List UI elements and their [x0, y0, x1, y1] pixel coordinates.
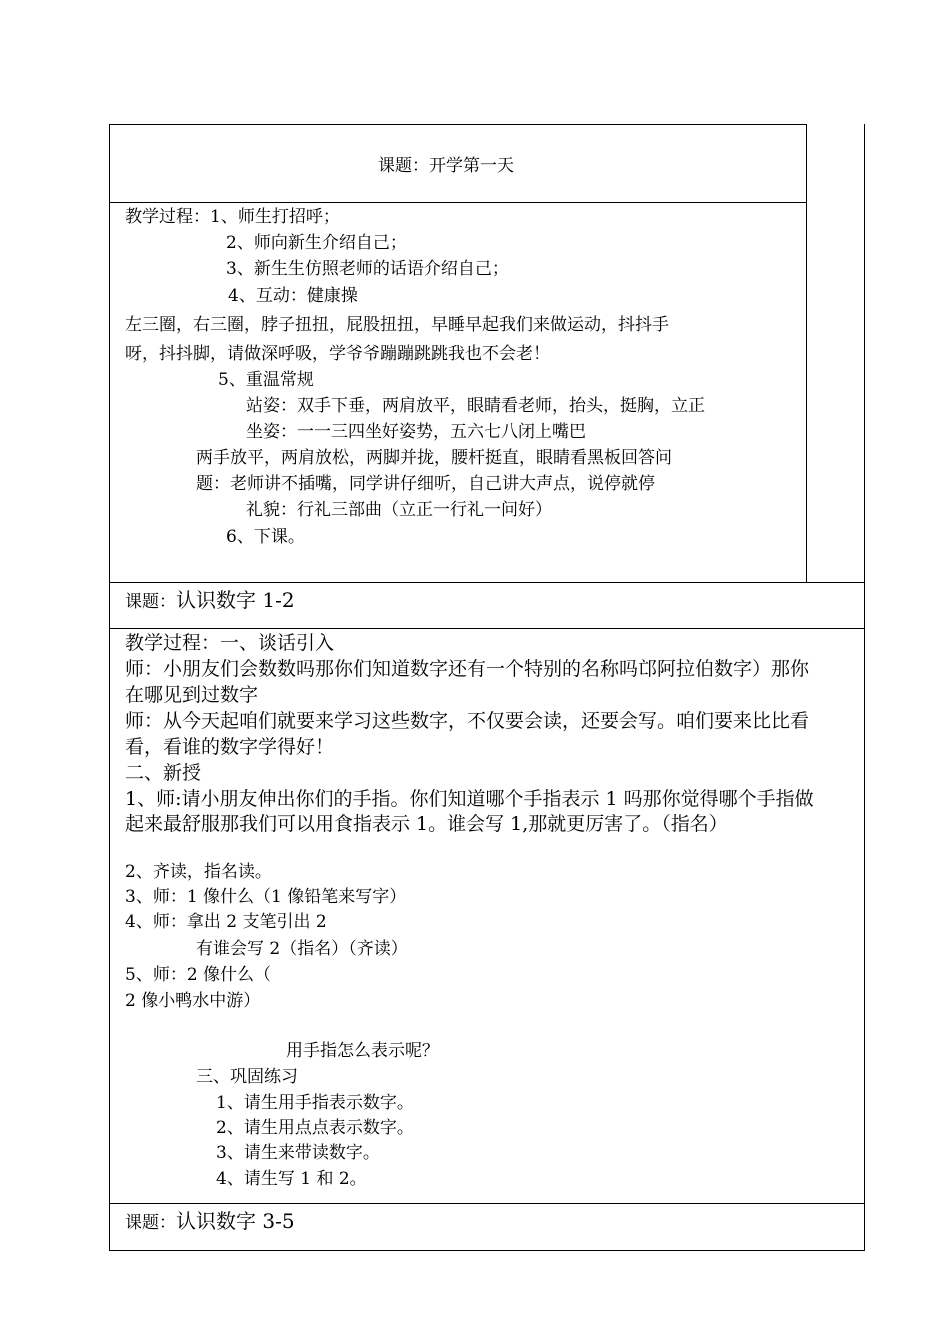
lesson1-line: 左三圈，右三圈，脖子扭扭，屁股扭扭，早睡早起我们来做运动，抖抖手 — [125, 315, 669, 335]
lesson1-line: 6、下课。 — [226, 527, 305, 547]
lesson1-line: 坐姿：一一三四坐好姿势，五六七八闭上嘴巴 — [246, 422, 586, 442]
lesson2-line: 1、师:请小朋友伸出你们的手指。你们知道哪个手指表示 1 吗那你觉得哪个手指做 — [125, 788, 814, 810]
border-inner-right — [806, 124, 807, 583]
lesson1-line: 站姿：双手下垂，两肩放平，眼睛看老师，抬头，挺胸，立正 — [246, 396, 705, 416]
lesson1-line: 两手放平，两肩放松，两脚并拢，腰杆挺直，眼睛看黑板回答问 — [196, 448, 672, 468]
border-top — [109, 124, 807, 125]
lesson1-line: 呀，抖抖脚，请做深呼吸，学爷爷蹦蹦跳跳我也不会老！ — [125, 344, 550, 364]
lesson2-line: 有谁会写 2（指名）（齐读） — [196, 939, 408, 959]
lesson1-line: 题：老师讲不插嘴，同学讲仔细听，自己讲大声点，说停就停 — [196, 474, 655, 494]
lesson2-line: 师：从今天起咱们就要来学习这些数字，不仅要会读，还要会写。咱们要来比比看 — [125, 710, 810, 732]
lesson2-line: 4、请生写 1 和 2。 — [216, 1169, 367, 1189]
lesson1-line: 3、新生生仿照老师的话语介绍自己； — [226, 259, 509, 279]
lesson2-line: 在哪见到过数字 — [125, 684, 259, 706]
lesson2-line: 2 像小鸭水中游） — [125, 991, 261, 1011]
lesson2-line: 1、请生用手指表示数字。 — [216, 1093, 414, 1113]
lesson1-title: 课题：开学第一天 — [378, 156, 514, 176]
lesson3-title-main: 认识数字 3-5 — [176, 1209, 295, 1233]
lesson2-line: 4、师：拿出 2 支笔引出 2 — [125, 912, 327, 932]
lesson2-line: 三、巩固练习 — [196, 1067, 298, 1087]
border-bottom — [109, 1250, 865, 1251]
lesson2-title-prefix: 课题： — [125, 592, 176, 612]
lesson3-title-prefix: 课题： — [125, 1213, 176, 1233]
row-divider-1 — [109, 202, 807, 203]
lesson2-line: 二、新授 — [125, 762, 202, 784]
lesson2-line: 2、请生用点点表示数字。 — [216, 1118, 414, 1138]
lesson1-line: 教学过程：1、师生打招呼； — [125, 207, 340, 227]
lesson1-line: 5、重温常规 — [218, 370, 314, 390]
lesson2-line: 师：小朋友们会数数吗那你们知道数字还有一个特别的名称吗邙阿拉伯数字）那你 — [125, 658, 810, 680]
lesson2-line: 用手指怎么表示呢？ — [286, 1041, 439, 1061]
border-outer-right — [864, 124, 865, 1251]
lesson2-line: 5、师：2 像什么（ — [125, 965, 272, 985]
lesson1-line: 礼貌：行礼三部曲（立正一行礼一问好） — [246, 500, 552, 520]
lesson2-line: 3、师：1 像什么（1 像铅笔来写字） — [125, 887, 407, 907]
lesson2-line: 2、齐读，指名读。 — [125, 862, 272, 882]
lesson2-title-main: 认识数字 1-2 — [176, 588, 295, 612]
border-left — [109, 124, 110, 1251]
row-divider-3 — [109, 628, 865, 629]
lesson3-title — [125, 1210, 295, 1234]
lesson2-line: 看，看谁的数字学得好！ — [125, 736, 335, 758]
lesson1-line: 2、师向新生介绍自己； — [226, 233, 407, 253]
lesson2-title — [125, 589, 295, 613]
lesson2-line: 起来最舒服那我们可以用食指表示 1。谁会写 1,那就更厉害了。（指名） — [125, 813, 728, 835]
row-divider-2 — [109, 582, 865, 583]
lesson2-line: 3、请生来带读数字。 — [216, 1143, 380, 1163]
row-divider-4 — [109, 1203, 865, 1204]
lesson2-line: 教学过程：一、谈话引入 — [125, 632, 335, 654]
lesson1-line: 4、互动：健康操 — [228, 286, 358, 306]
